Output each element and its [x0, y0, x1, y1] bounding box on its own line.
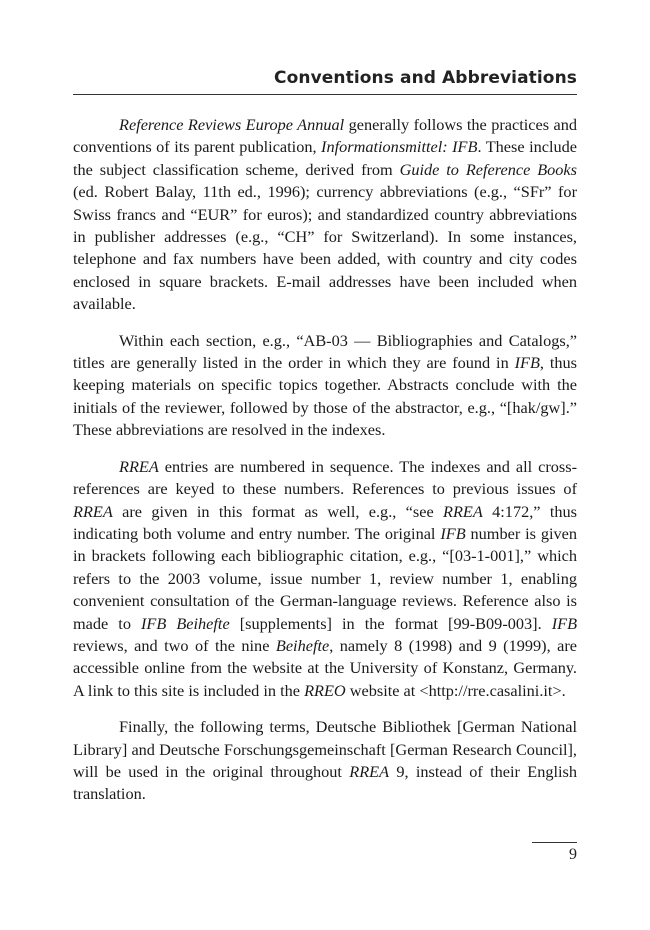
- italic-text-run: IFB: [551, 613, 578, 633]
- running-header-title: Conventions and Abbreviations: [274, 68, 577, 88]
- text-run: 9, instead of their English translation.: [73, 761, 578, 804]
- text-run: Within each section, e.g., “AB-03 — Bibliographies and Catalogs,” titles are generally listed in the order in which they are found in: [73, 330, 577, 373]
- paragraph: [73, 456, 577, 702]
- header-rule: [73, 94, 577, 95]
- page-number: 9: [569, 846, 577, 863]
- text-run: generally follows the practices and conventions of its parent publication,: [73, 115, 578, 157]
- footer-rule: [532, 842, 577, 843]
- text-run: 4:172,” thus indicating both volume and entry number. The original: [73, 501, 578, 543]
- italic-text-run: RREA: [443, 501, 483, 521]
- paragraph: [73, 330, 577, 442]
- text-run: . These include the subject classification scheme, derived from: [73, 137, 577, 179]
- text-run: (ed. Robert Balay, 11th ed., 1996); currency abbreviations (e.g., “SFr” for Swiss francs and “EUR” for euros); and standardized country abbreviations in publisher addresses (e.g., “CH” for Switzerland). In some instances, telephone and fax numbers have been added, with country and city codes enclosed in square brackets. E-mail addresses have been included when available.: [73, 182, 577, 314]
- italic-text-run: RREA: [349, 761, 390, 781]
- text-run: , thus keeping materials on specific topics together. Abstracts conclude with the initials of the reviewer, followed by those of the abstractor, e.g., “[hak/gw].” These abbreviations are resolved in the indexes.: [73, 353, 577, 440]
- text-run: website at <http://rre.casalini.it>.: [345, 680, 566, 700]
- body-text: [73, 114, 577, 820]
- italic-text-run: Informationsmittel: IFB: [321, 137, 478, 157]
- italic-text-run: Guide to Reference Books: [399, 159, 577, 179]
- italic-text-run: RREA: [73, 501, 113, 521]
- italic-text-run: IFB Beihefte: [141, 613, 230, 633]
- text-run: entries are numbered in sequence. The indexes and all cross-references are keyed to these numbers. References to previous issues of: [73, 456, 577, 499]
- paragraph: [73, 716, 577, 806]
- text-run: Finally, the following terms, Deutsche Bibliothek [German National Library] and Deutsche Forschungsgemeinschaft [German Research Council], will be used in the original throughout: [73, 717, 577, 781]
- text-run: [supplements] in the format [99-B09-003].: [229, 613, 552, 633]
- italic-text-run: RREO: [304, 680, 346, 700]
- text-run: , namely 8 (1998) and 9 (1999), are accessible online from the website at the University of Konstanz, Germany. A link to this site is included in the: [73, 635, 577, 700]
- italic-text-run: IFB: [440, 523, 466, 543]
- italic-text-run: Beihefte: [275, 635, 330, 655]
- italic-text-run: IFB: [514, 353, 540, 373]
- italic-text-run: RREA: [119, 456, 159, 476]
- text-run: are given in this format as well, e.g., “see: [112, 501, 444, 521]
- text-run: reviews, and two of the nine: [73, 635, 276, 655]
- paragraph: [73, 114, 577, 316]
- text-run: number is given in brackets following each bibliographic citation, e.g., “[03-1-001],” which refers to the 2003 volume, issue number 1, review number 1, enabling convenient consultation of the German-language reviews. Reference also is made to: [73, 523, 577, 633]
- italic-text-run: Reference Reviews Europe Annual: [119, 115, 345, 134]
